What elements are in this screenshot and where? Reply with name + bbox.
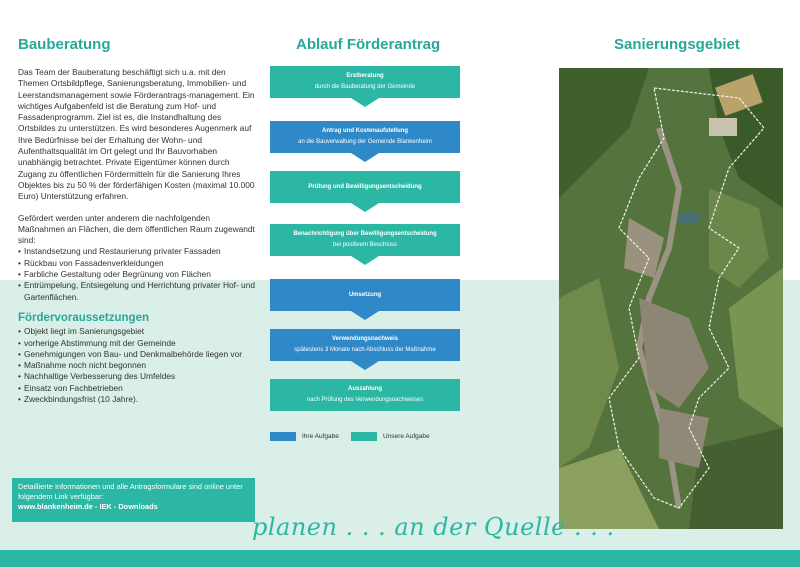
intro-paragraph: Das Team der Bauberatung beschäftigt sich u.a. mit den Themen Ortsbildpflege, Sanierungsberatung, Immobilien- und Leerstandsmanagement sowie Förderantrags-management. Ein wichtiges Aufgabenfeld ist die Beratung zum Hof- und Fassadenprogramm. Ziel ist es, die Instandhaltung des Ortsbildes zu unterstützen. Es wird besonderes Augenmerk auf Ihre Bedürfnisse bei der Erhaltung der Wohn- und Aufenthaltsqualität im Ort gelegt und Ihr Bauvorhaben unabhängig betrachtet. Private Eigentümer können durch Zugang zu öffentlichen Fördermitteln für die Sanierung Ihres Objektes bis zu 50 % der förderfähigen Kosten (maximal 10.000 Euro) Unterstützung erfahren.	[18, 67, 255, 202]
info-box	[12, 478, 255, 522]
ablauf-heading: Ablauf Förderantrag	[296, 36, 441, 53]
process-step-title: Prüfung und Bewilligungsentscheidung	[308, 183, 422, 190]
legend-yours	[270, 432, 339, 441]
measure-item: • Farbliche Gestaltung oder Begrünung von Flächen	[18, 269, 258, 280]
flow-arrow-icon	[351, 153, 379, 162]
process-step-title: Erstberatung	[346, 73, 384, 79]
process-step	[270, 279, 460, 311]
requirement-item: • Genehmigungen von Bau- und Denkmalbehörde liegen vor	[18, 349, 258, 360]
legend-label-yours: Ihre Aufgabe	[302, 433, 339, 440]
requirements-list	[18, 326, 258, 405]
info-text: Detaillierte Informationen und alle Antragsformulare sind online unter folgendem Link verfügbar:	[18, 482, 243, 501]
process-step-subtitle: spätestens 3 Monate nach Abschluss der Maßnahme	[294, 347, 436, 353]
aerial-map-image	[559, 68, 783, 529]
process-step-subtitle: an die Bauverwaltung der Gemeinde Blankenheim	[298, 139, 432, 145]
flow-arrow-icon	[351, 203, 379, 212]
bauberatung-heading: Bauberatung	[18, 36, 111, 53]
process-step-title: Verwendungsnachweis	[331, 336, 399, 342]
download-link[interactable]: www.blankenheim.de - IEK - Downloads	[18, 502, 158, 511]
process-step	[270, 224, 460, 256]
measures-list	[18, 246, 258, 302]
aerial-map-drawing	[559, 68, 783, 529]
process-step-subtitle: nach Prüfung des Verwendungsnachweises	[306, 397, 424, 403]
process-step-title: Auszahlung	[348, 386, 382, 392]
measure-item: • Rückbau von Fassadenverkleidungen	[18, 258, 258, 269]
sanierungsgebiet-heading: Sanierungsgebiet	[614, 36, 740, 53]
legend-swatch-blue	[270, 432, 296, 441]
requirements-heading: Fördervoraussetzungen	[18, 311, 149, 324]
bottom-bar	[0, 550, 800, 567]
requirement-item: • vorherige Abstimmung mit der Gemeinde	[18, 338, 258, 349]
process-step-subtitle: durch die Bauberatung der Gemeinde	[314, 84, 416, 90]
process-step-subtitle: bei positivem Beschluss	[332, 242, 398, 248]
flow-arrow-icon	[351, 311, 379, 320]
bauberatung-column	[18, 67, 258, 405]
requirement-item: • Einsatz von Fachbetrieben	[18, 383, 258, 394]
process-step	[270, 66, 460, 98]
process-step	[270, 121, 460, 153]
process-step	[270, 329, 460, 361]
requirement-item: • Maßnahme noch nicht begonnen	[18, 360, 258, 371]
requirement-item: • Objekt liegt im Sanierungsgebiet	[18, 326, 258, 337]
requirement-item: • Nachhaltige Verbesserung des Umfeldes	[18, 371, 258, 382]
legend-ours	[351, 432, 430, 441]
measure-item: • Instandsetzung und Restaurierung privater Fassaden	[18, 246, 258, 257]
process-step-title: Umsetzung	[348, 291, 382, 298]
process-step-title: Antrag und Kostenaufstellung	[322, 128, 408, 134]
legend-swatch-teal	[351, 432, 377, 441]
process-step-title: Benachrichtigung über Bewilligungsentscheidung	[293, 231, 437, 237]
process-step	[270, 379, 460, 411]
process-step	[270, 171, 460, 203]
flow-arrow-icon	[351, 256, 379, 265]
measures-intro: Gefördert werden unter anderem die nachfolgenden Maßnahmen an Flächen, die dem öffentlichen Raum zugewandt sind:	[18, 212, 255, 246]
measure-item: • Entrümpelung, Entsiegelung und Herrichtung privater Hof- und Gartenflächen.	[18, 280, 258, 303]
flow-arrow-icon	[351, 98, 379, 107]
legend-label-ours: Unsere Aufgabe	[383, 433, 430, 440]
requirement-item: • Zweckbindungsfrist (10 Jahre).	[18, 394, 258, 405]
slogan: planen . . . an der Quelle . . .	[252, 513, 615, 541]
flow-arrow-icon	[351, 361, 379, 370]
